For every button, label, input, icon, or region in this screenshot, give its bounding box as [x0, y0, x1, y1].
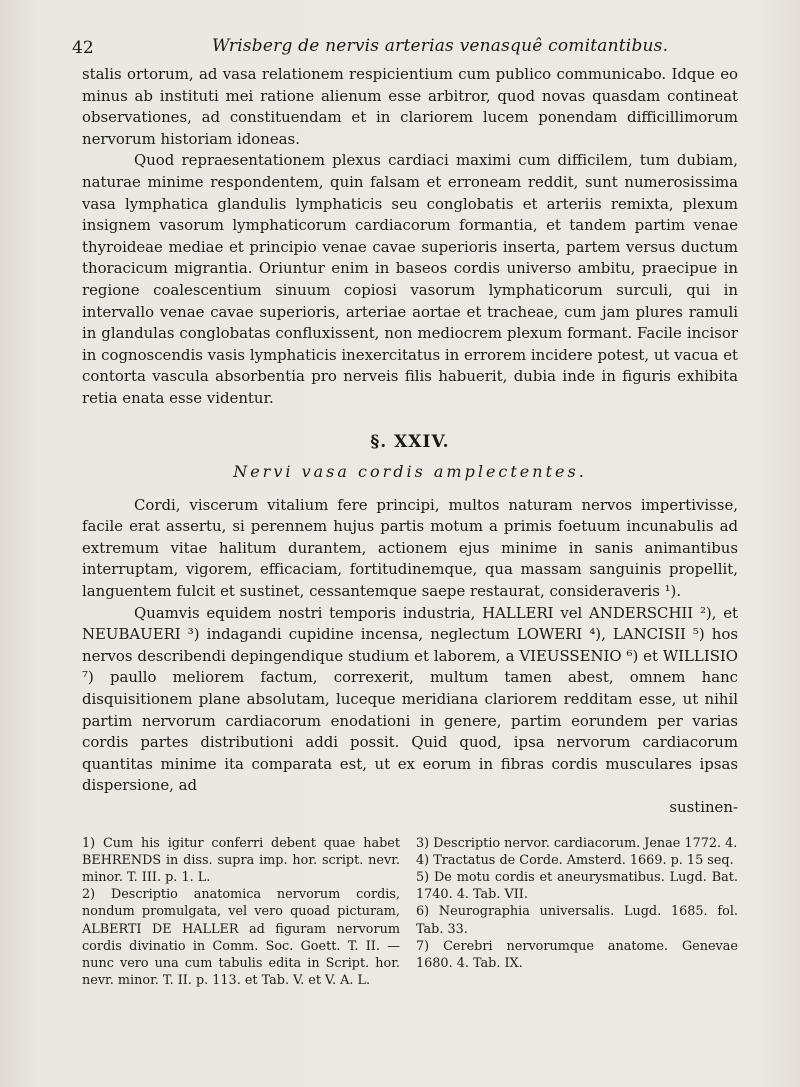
footnotes-left-column	[82, 835, 400, 990]
footnotes	[82, 835, 738, 990]
section-title: §. XXIV.	[370, 431, 450, 452]
footnote-5: 5) De motu cordis et aneurysmatibus. Lugd. Bat. 1740. 4. Tab. VII.	[416, 870, 738, 903]
footnote-4: 4) Tractatus de Corde. Amsterd. 1669. p. 15 seq.	[416, 852, 734, 868]
footnote-3: 3) Descriptio nervor. cardiacorum. Jenae 1772. 4.	[416, 835, 738, 851]
footnote-7: 7) Cerebri nervorumque anatome. Genevae 1680. 4. Tab. IX.	[416, 938, 738, 972]
paragraph-lymphatics: Quod repraesentationem plexus cardiaci maximi cum difficilem, tum dubiam, naturae minime respondentem, quin falsam et erroneam reddit, sunt numerosissima vasa lymphatica glandulis lymphaticis seu conglobatis et arteriis remixta, plexum insignem vasorum lymphaticorum cardiacorum formantia, et tandem partim venae thyroideae mediae et principio venae cavae superioris inserta, partem versus ductum thoracicum migrantia. Oriuntur enim in baseos cordis universo ambitu, praecipue in regione coalescentium sinuum copiosi vasorum lymphaticorum surculi, qui in intervallo venae cavae superioris, arteriae aortae et tracheae, cum jam plures ramuli in glandulas conglobatas confluxissent, non mediocrem plexum formant. Facile incisor in cognoscendis vasis lymphaticis inexercitatus in errorem incidere potest, ut vacua et contorta vascula absorbentia pro nerveis filis habuerit, dubia inde in figuris exhibita retia enata esse videntur.	[82, 151, 738, 407]
footnote-6: 6) Neurographia universalis. Lugd. 1685. fol. Tab. 33.	[416, 904, 738, 937]
footnote-2: 2) Descriptio anatomica nervorum cordis, nondum promulgata, vel vero quoad picturam, ALBERTI DE HALLER ad figuram nervorum cordis divinatio in Comm. Soc. Goett. T. II. — nunc vero una cum tabulis edita in Script. hor. nevr. minor. T. II. p. 113. et Tab. V. et V. A. L.	[82, 887, 400, 989]
running-head: Wrisberg de nervis arterias venasquê comitantibus.	[212, 36, 669, 56]
paragraph-continuation: stalis ortorum, ad vasa relationem respicientium cum publico communicabo. Idque eo minus ab instituti mei ratione alienum esse arbitror, quod novas quasdam contineat observationes, ad constituendam et in clariorem lucem ponendam difficillimorum nervorum historiam idoneas.	[82, 65, 738, 148]
page-header	[72, 30, 738, 64]
footnote-1: 1) Cum his igitur conferri debent quae habet BEHRENDS in diss. supra imp. hor. script. nevr. minor. T. III. p. 1. L.	[82, 835, 400, 885]
section-subtitle: Nervi vasa cordis amplectentes.	[233, 462, 587, 482]
footnotes-right-column	[416, 835, 738, 990]
page-number: 42	[72, 38, 94, 58]
paragraph-quamvis: Quamvis equidem nostri temporis industria, HALLERI vel ANDERSCHII ²), et NEUBAUERI ³) indagandi cupidine incensa, neglectum LOWERI ⁴), LANCISII ⁵) hos nervos describendi depingendique studium et laborem, a VIEUSSENIO ⁶) et WILLISIO ⁷) paullo meliorem factum, correxerit, multum tamen abest, omnem hanc disquisitionem plane absolutam, luceque meridiana clariorem redditam esse, ut nihil partim nervorum cardiacorum enodationi in genere, partim eorundem per varias cordis partes distributioni addi possit. Quid quod, ipsa nervorum cardiacorum quantitas minime ita comparata est, ut ex eorum in fibras cordis musculares ipsas dispersione, ad	[82, 603, 738, 795]
body-text	[82, 64, 738, 819]
catchword: sustinen-	[669, 798, 738, 816]
paragraph-cordi: Cordi, viscerum vitalium fere principi, multos naturam nervos impertivisse, facile erat assertu, si perennem hujus partis motum a primis foetuum incunabulis ad extremum vitae halitum durantem, actionem ejus minime in sanis animantibus interruptam, vigorem, efficaciam, fortitudinemque, qua massam sanguinis propellit, languentem fulcit et sustinet, cessantemque saepe restaurat, consideraveris ¹).	[82, 495, 738, 601]
